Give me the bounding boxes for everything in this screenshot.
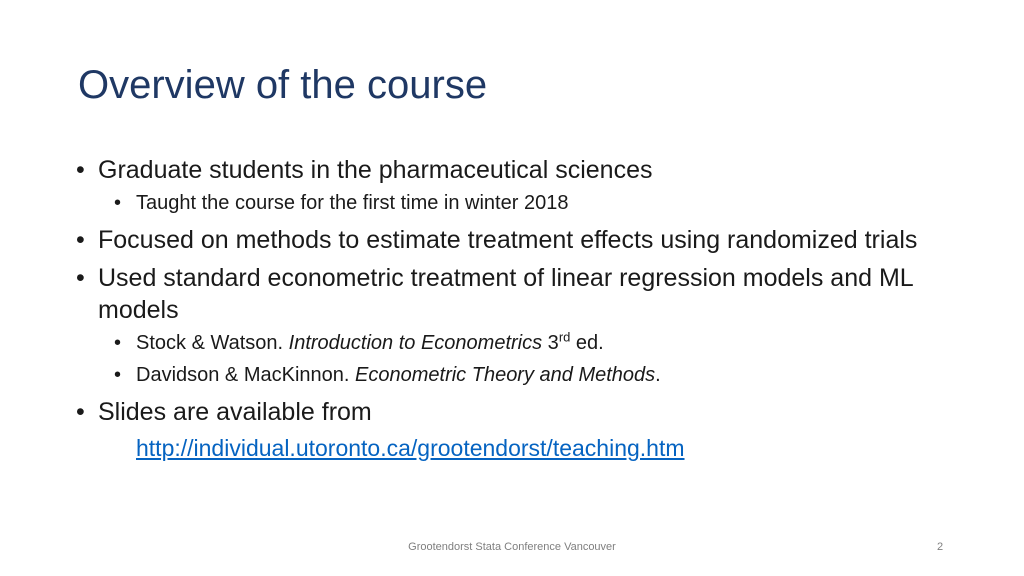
page-number: 2 <box>936 541 944 553</box>
bullet-dot: • <box>76 398 85 426</box>
sub-bullet-taught-course <box>76 188 956 218</box>
reference-authors: Davidson & MacKinnon. <box>136 364 356 386</box>
bullet-dot: • <box>76 264 85 292</box>
reference-edition: 3 <box>542 332 559 354</box>
slide-content <box>76 154 956 464</box>
reference-authors: Stock & Watson. <box>136 332 289 354</box>
sub-bullet-dot: • <box>114 364 122 386</box>
sub-bullet-stock-watson <box>76 328 956 358</box>
teaching-slides-link[interactable]: http://individual.utoronto.ca/grootendorst/teaching.htm <box>136 435 685 461</box>
bullet-dot: • <box>76 156 85 184</box>
reference-edition-suffix: rd <box>558 329 571 345</box>
sub-bullet-dot: • <box>114 332 122 354</box>
bullet-text: Slides are available from <box>98 398 372 426</box>
reference-title: Introduction to Econometrics <box>288 332 543 354</box>
link-line <box>76 432 956 464</box>
sub-bullet-davidson-mackinnon <box>76 360 956 390</box>
bullet-dot: • <box>76 226 85 254</box>
reference-ed: ed. <box>570 332 604 354</box>
bullet-slides-available <box>76 396 956 428</box>
slide-title: Overview of the course <box>78 63 488 107</box>
bullet-econometric-treatment <box>76 262 956 326</box>
footer-text: Grootendorst Stata Conference Vancouver <box>408 541 616 553</box>
reference-title: Econometric Theory and Methods <box>355 364 656 386</box>
sub-bullet-dot: • <box>114 192 122 214</box>
bullet-text: Graduate students in the pharmaceutical sciences <box>98 156 653 184</box>
bullet-treatment-effects <box>76 224 956 256</box>
bullet-text: Focused on methods to estimate treatment effects using randomized trials <box>98 226 918 254</box>
bullet-graduate-students <box>76 154 956 186</box>
reference-period: . <box>655 364 661 386</box>
sub-bullet-text: Taught the course for the first time in winter 2018 <box>136 192 569 214</box>
bullet-text: Used standard econometric treatment of linear regression models and ML models <box>98 264 913 324</box>
